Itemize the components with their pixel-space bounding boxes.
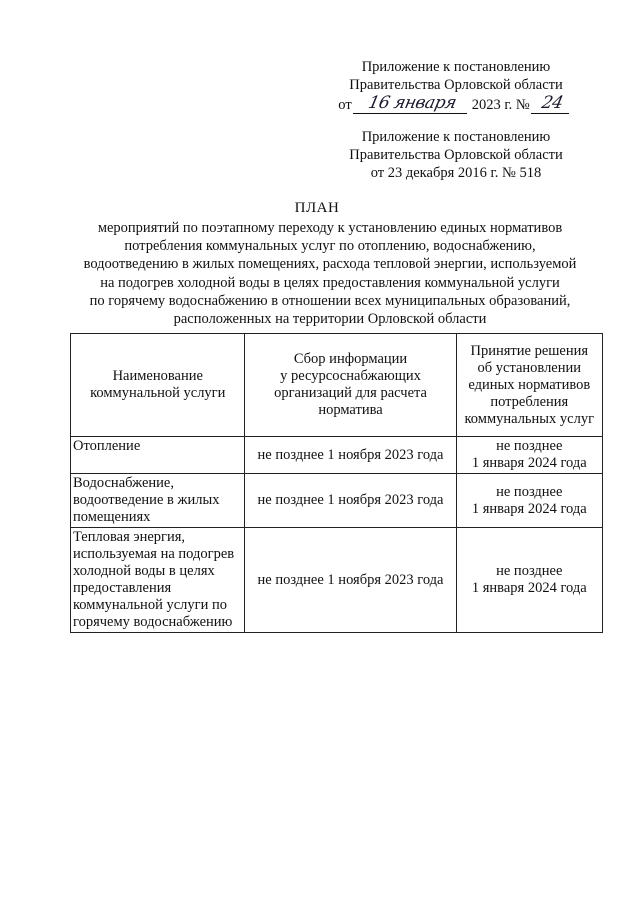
plan-description-line: расположенных на территории Орловской области (173, 311, 487, 328)
plan-description-line: на подогрев холодной воды в целях предоставления коммунальной услуги (100, 274, 560, 291)
annex-original-line1: Приложение к постановлению (361, 129, 551, 145)
plan-description (80, 219, 580, 328)
plan-title: ПЛАН (294, 200, 340, 216)
plan-description-line: водоотведению в жилых помещениях, расхода тепловой энергии, используемой (83, 256, 577, 273)
annex-current-line1: Приложение к постановлению (361, 59, 551, 75)
decision-deadline-cell: не позднее 1 января 2024 года (456, 437, 602, 474)
header-info-collection: Сбор информации у ресурсоснабжающих организаций для расчета норматива (245, 334, 456, 437)
plan-description-line: по горячему водоснабжению в отношении всех муниципальных образований, (89, 292, 571, 309)
collection-deadline-cell: не позднее 1 ноября 2023 года (245, 474, 456, 528)
collection-deadline-cell: не позднее 1 ноября 2023 года (245, 528, 456, 633)
annex-current-line2: Правительства Орловской области (349, 77, 563, 93)
table-row (71, 474, 603, 528)
service-name-cell: Тепловая энергия, используемая на подогрев холодной воды в целях предоставления коммунальной услуги по горячему водоснабжению (71, 528, 245, 633)
annex-original-line2: Правительства Орловской области (349, 147, 563, 163)
service-name-cell: Водоснабжение, водоотведение в жилых помещениях (71, 474, 245, 528)
header-decision: Принятие решения об установлении единых нормативов потребления коммунальных услуг (456, 334, 602, 437)
annex-current-date-line (330, 94, 582, 114)
table-row (71, 528, 603, 633)
collection-deadline-cell: не позднее 1 ноября 2023 года (245, 437, 456, 474)
header-service-name: Наименование коммунальной услуги (71, 334, 245, 437)
plan-table (70, 333, 603, 633)
plan-description-line: потребления коммунальных услуг по отоплению, водоснабжению, (124, 238, 536, 255)
date-prefix: от (338, 97, 352, 113)
handwritten-date: 16 января (353, 94, 471, 114)
plan-description-line: мероприятий по поэтапному переходу к установлению единых нормативов (97, 220, 563, 236)
table-header-row (71, 334, 603, 437)
annex-original-header (330, 128, 582, 182)
handwritten-number: 24 (531, 94, 573, 114)
annex-current-header (330, 58, 582, 114)
decision-deadline-cell: не позднее 1 января 2024 года (456, 474, 602, 528)
year-text: 2023 г. № (471, 97, 530, 113)
annex-original-line3: от 23 декабря 2016 г. № 518 (370, 165, 542, 181)
decision-deadline-cell: не позднее 1 января 2024 года (456, 528, 602, 633)
table-row (71, 437, 603, 474)
service-name-cell: Отопление (71, 437, 245, 474)
